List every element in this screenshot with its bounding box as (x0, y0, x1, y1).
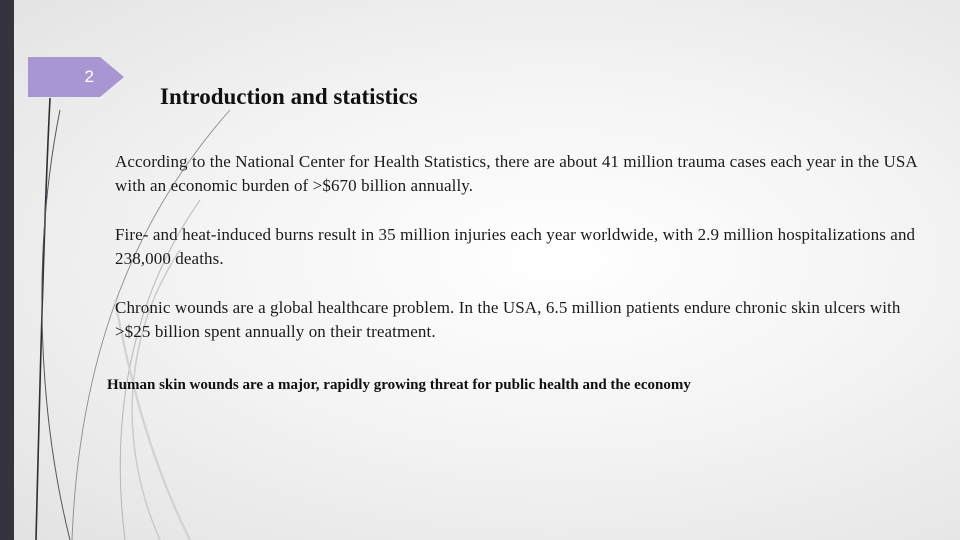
paragraph-trauma-statistics: According to the National Center for Health Statistics, there are about 41 million trauma cases each year in the USA with an economic burden of >$670 billion annually. (115, 152, 917, 195)
paragraph-chronic-wounds: Chronic wounds are a global healthcare problem. In the USA, 6.5 million patients endure chronic skin ulcers with >$25 billion spent annually on their treatment. (115, 298, 901, 341)
conclusion-statement: Human skin wounds are a major, rapidly growing threat for public health and the economy (107, 377, 691, 393)
paragraph-burn-statistics: Fire- and heat-induced burns result in 35 million injuries each year worldwide, with 2.9 million hospitalizations and 238,000 deaths. (115, 225, 916, 268)
slide-number: 2 (84, 67, 94, 86)
swoosh-line (36, 98, 50, 540)
slide-title: Introduction and statistics (160, 84, 418, 109)
slide-body (115, 150, 920, 369)
